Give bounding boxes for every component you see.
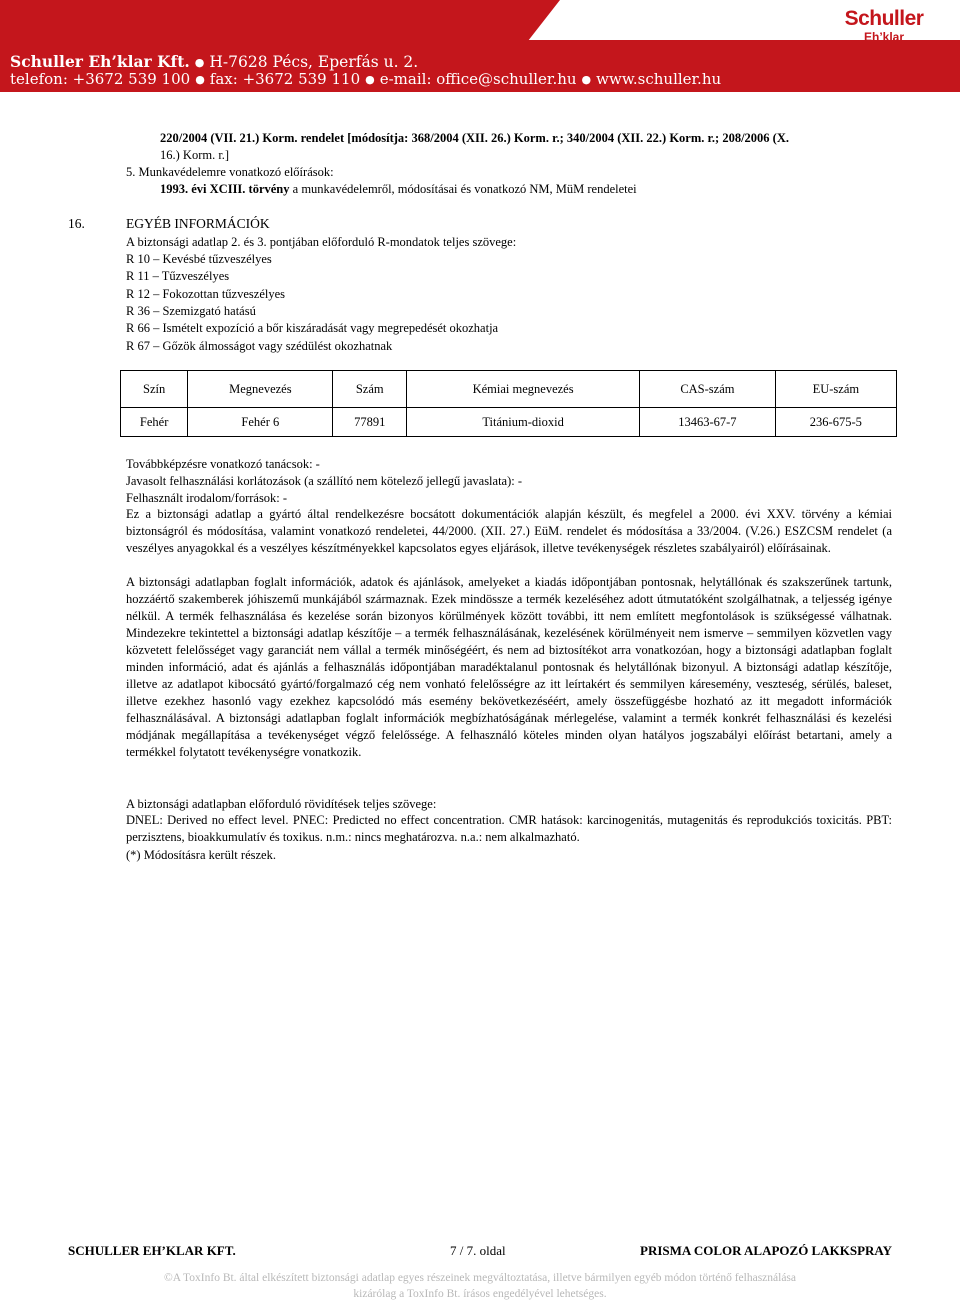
company-logo — [836, 8, 932, 44]
law-name: 1993. évi XCIII. törvény — [160, 182, 290, 196]
column-header: Szín — [121, 371, 188, 408]
rphrase-text: Ismételt expozíció a bőr kiszáradását vagy megrepedését okozhatja — [162, 321, 499, 335]
restrictions-note: Javasolt felhasználási korlátozások (a szállító nem kötelező jellegű javaslata): - — [126, 474, 523, 488]
fax: fax: +3672 539 110 — [209, 70, 361, 88]
table-cell: Fehér 6 — [188, 408, 333, 437]
pigment-table — [120, 370, 897, 437]
regs-item-5: 5. Munkavédelemre vonatkozó előírások: — [126, 165, 334, 179]
rphrase-text: Szemizgató hatású — [162, 304, 256, 318]
training-note: Továbbképzésre vonatkozó tanácsok: - — [126, 457, 320, 471]
table-cell: Titánium-dioxid — [407, 408, 640, 437]
rphrase-text: Fokozottan tűzveszélyes — [162, 287, 286, 301]
abbreviations-title: A biztonsági adatlapban előforduló rövidítések teljes szövege: — [126, 797, 437, 811]
table-cell: 13463-67-7 — [640, 408, 776, 437]
phone: telefon: +3672 539 100 — [10, 70, 191, 88]
compliance-paragraph: Ez a biztonsági adatlap a gyártó által rendelkezésre bocsátott dokumentációk alapján készült, és megfelel a 2000. évi XXV. törvény a kémiai biztonságról és módosítása, valamint vonatkozó rendeletei, 44/2000. (XII. 27.) EüM. rendelet és módosítása a 33/2004. (V.26.) ESZCSM rendelet (a veszélyes anyagokkal és a veszélyes készítményekkel kapcsolatos egyes eljárások, illetve tevékenységek részletes szabályairól) előírásainak. — [126, 507, 892, 555]
letterhead-banner — [0, 0, 960, 92]
rphrase-text: Kevésbé tűzveszélyes — [162, 252, 272, 266]
rphrase-item: R 11 – Tűzveszélyes — [126, 269, 230, 283]
copyright-line-2: kizárólag a ToxInfo Bt. írásos engedélyével lehetséges. — [353, 1288, 607, 1300]
table-header-row — [121, 371, 897, 408]
rphrase-item: R 12 – Fokozottan tűzveszélyes — [126, 287, 286, 301]
column-header: Kémiai megnevezés — [407, 371, 640, 408]
logo-text-main: Schuller — [844, 7, 924, 30]
rphrase-code: R 36 — [126, 304, 150, 318]
section-title: EGYÉB INFORMÁCIÓK — [126, 216, 270, 231]
rphrase-code: R 10 — [126, 252, 150, 266]
table-cell: Fehér — [121, 408, 188, 437]
rphrase-text: Gőzök álmosságot vagy szédülést okozhatnak — [162, 339, 393, 353]
email: e-mail: office@schuller.hu — [379, 70, 577, 88]
rphrase-item: R 67 – Gőzök álmosságot vagy szédülést okozhatnak — [126, 339, 393, 353]
regs-line-1: 220/2004 (VII. 21.) Korm. rendelet [módosítja: 368/2004 (XII. 26.) Korm. r.; 340/2004 (XII. 22.) Korm. r.; 208/2006 (X. — [160, 131, 789, 145]
section-number: 16. — [68, 216, 85, 231]
table-cell: 77891 — [333, 408, 407, 437]
rphrase-code: R 67 — [126, 339, 150, 353]
rphrase-item: R 10 – Kevésbé tűzveszélyes — [126, 252, 272, 266]
rphrase-code: R 11 — [126, 269, 150, 283]
law-description: a munkavédelemről, módosításai és vonatkozó NM, MüM rendeletei — [289, 182, 637, 196]
page-number: 7 / 7. oldal — [450, 1243, 506, 1258]
website: www.schuller.hu — [596, 70, 722, 88]
logo-text-sub: Eh’klar — [863, 30, 905, 44]
letterhead-contact-line — [10, 70, 721, 88]
rphrase-item: R 36 – Szemizgató hatású — [126, 304, 256, 318]
rphrase-text: Tűzveszélyes — [161, 269, 230, 283]
table-cell: 236-675-5 — [775, 408, 896, 437]
rphrase-intro: A biztonsági adatlap 2. és 3. pontjában előforduló R-mondatok teljes szövege: — [126, 235, 517, 249]
company-address: H-7628 Pécs, Eperfás u. 2. — [209, 53, 419, 71]
letterhead-address-line — [10, 52, 418, 71]
company-name: Schuller Eh’klar Kft. — [10, 52, 190, 71]
footer-company: SCHULLER EH’KLAR KFT. — [68, 1243, 236, 1258]
literature-note: Felhasznált irodalom/források: - — [126, 491, 288, 505]
rphrase-item: R 66 – Ismételt expozíció a bőr kiszáradását vagy megrepedését okozhatja — [126, 321, 499, 335]
column-header: CAS-szám — [640, 371, 776, 408]
footer-product: PRISMA COLOR ALAPOZÓ LAKKSPRAY — [640, 1243, 892, 1258]
bullet-icon: ● — [194, 56, 205, 69]
table-row — [121, 408, 897, 437]
disclaimer-paragraph: A biztonsági adatlapban foglalt információk, adatok és ajánlások, amelyeket a kiadás időpontjában pontosnak, helytállónak és szakszerűnek tartunk, hozzáértő szakemberek jóhiszemű munkájából származnak. Ezek mindössze a termék kezeléséhez adott útmutatóként szolgálhatnak, a teljesség igénye nélkül. A termék felhasználása és kezelése során bizonyos körülmények között további, itt nem említett megfontolások is szükségessé válhatnak. Mindezekre tekintettel a biztonsági adatlap készítője – a termék felhasználásának, kezelésének körülményeit nem ismerve – semmilyen közvetlen vagy közvetett felelősséget vagy garanciát nem vállal a termék minőségéért, és nem ad biztosítékot arra vonatkozóan, hogy a biztonsági adatlapban foglalt minden információ, adat és ajánlás a felhasználás időpontjában maradéktalanul pontosnak és helytállónak bizonyul. A biztonsági adatlap készítője, illetve az adatlapot kibocsátó gyártó/forgalmazó cég nem vonható felelősségre az itt leírtakért és semmilyen káresemény, veszteség, sérülés, baleset, illetve ezekhez hasonló vagy ezekhez kapcsolódó más esemény bekövetkezéséért, amely összefüggésbe hozható az itt megadott információk felhasználásával. A biztonsági adatlapban foglalt információk megbízhatóságának mérlegelése, valamint a termék konkrét felhasználási és kezelési módjának megállapítása a tevékenységet végző felelőssége. A felhasználó köteles minden olyan hatályos jogszabályi előírást betartani, amely a termékkel folytatott tevékenységre vonatkozik. — [126, 575, 892, 759]
bullet-icon: ● — [581, 73, 592, 86]
modified-note: (*) Módosításra került részek. — [126, 848, 276, 862]
column-header: Megnevezés — [188, 371, 333, 408]
column-header: Szám — [333, 371, 407, 408]
regs-line-2: 16.) Korm. r.] — [160, 148, 230, 162]
column-header: EU-szám — [775, 371, 896, 408]
bullet-icon: ● — [195, 73, 205, 86]
bullet-icon: ● — [365, 73, 375, 86]
abbreviations-text: DNEL: Derived no effect level. PNEC: Predicted no effect concentration. CMR hatások: karcinogenitás, mutagenitás és reprodukciós toxicitás. PBT: perzisztens, bioakkumulatív és toxikus. n.m.: nincs meghatározva. n.a.: nem alkalmazható. — [126, 813, 892, 844]
rphrase-code: R 12 — [126, 287, 150, 301]
regs-law-line — [160, 181, 637, 197]
rphrase-code: R 66 — [126, 321, 150, 335]
copyright-line-1: ©A ToxInfo Bt. által elkészített biztonsági adatlap egyes részeinek megváltoztatása, illetve bármilyen egyéb módon történő felhasználása — [163, 1272, 797, 1284]
